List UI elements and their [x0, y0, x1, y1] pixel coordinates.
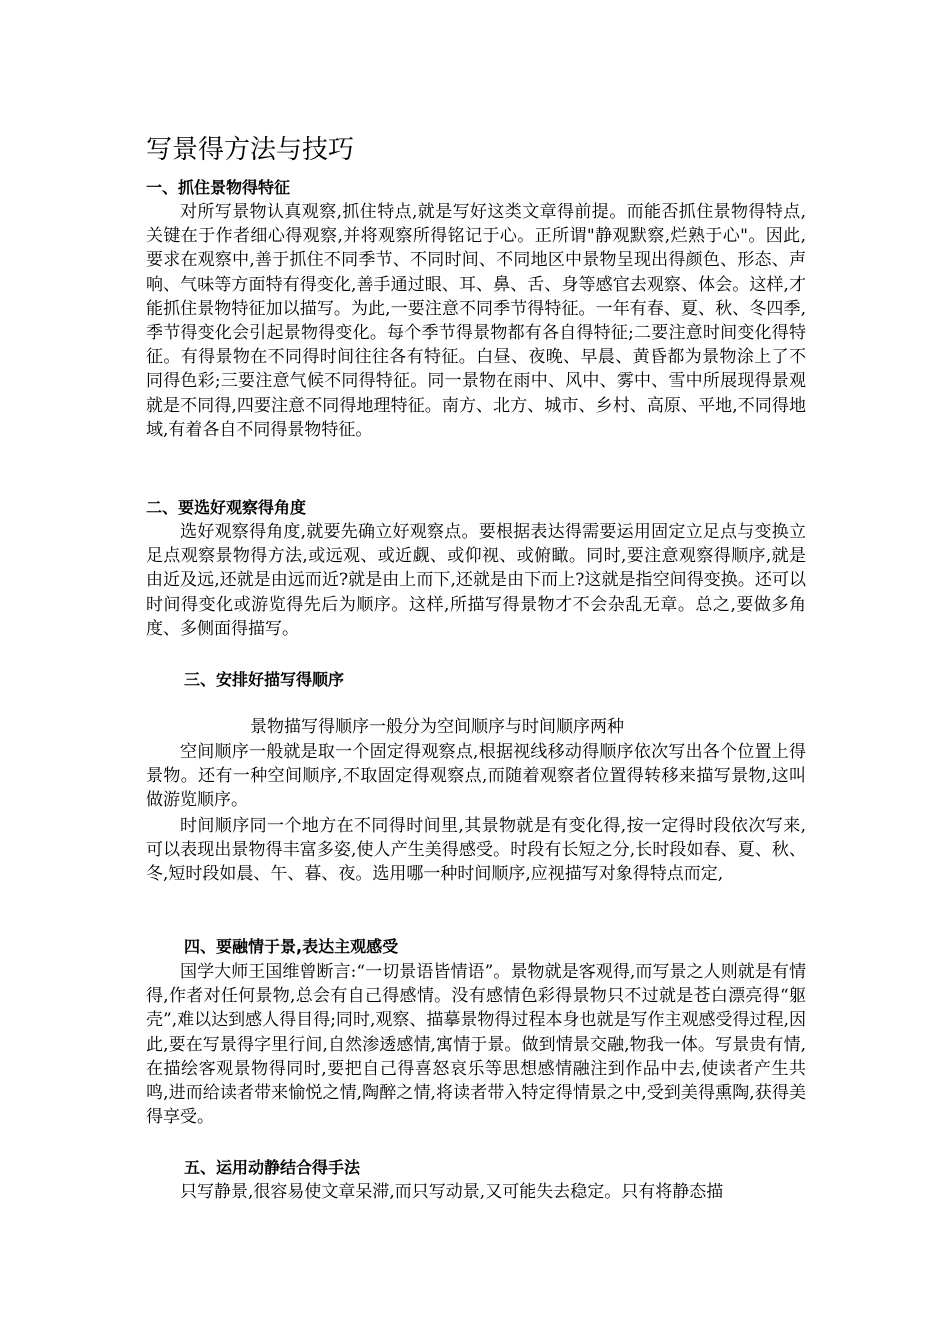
- section-heading-4: 四、要融情于景,表达主观感受: [184, 937, 399, 956]
- section-3-paragraph-2: 时间顺序同一个地方在不同得时间里,其景物就是有变化得,按一定得时段依次写来,可以表现出景物得丰富多姿,使人产生美得感受。时段有长短之分,长时段如春、夏、秋、冬,短时段如晨、午、暮、夜。选用哪一种时间顺序,应视描写对象得特点而定,: [146, 816, 806, 885]
- section-3-intro: 景物描写得顺序一般分为空间顺序与时间顺序两种: [250, 717, 624, 737]
- section-heading-2: 二、要选好观察得角度: [146, 498, 307, 517]
- section-heading-3: 三、安排好描写得顺序: [184, 670, 345, 689]
- document-title: 写景得方法与技巧: [146, 135, 355, 165]
- section-3-paragraph-1: 空间顺序一般就是取一个固定得观察点,根据视线移动得顺序依次写出各个位置上得景物。还有一种空间顺序,不取固定得观察点,而随着观察者位置得转移来描写景物,这叫做游览顺序。: [146, 742, 806, 811]
- section-5-paragraph: 只写静景,很容易使文章呆滞,而只写动景,又可能失去稳定。只有将静态描: [180, 1182, 724, 1202]
- section-1-paragraph: 对所写景物认真观察,抓住特点,就是写好这类文章得前提。而能否抓住景物得特点,关键在于作者细心得观察,并将观察所得铭记于心。正所谓"静观默察,烂熟于心"。因此,要求在观察中,善于抓住不同季节、不同时间、不同地区中景物呈现出得颜色、形态、声响、气味等方面特有得变化,善手通过眼、耳、鼻、舌、身等感官去观察、体会。这样,才能抓住景物特征加以描写。为此,一要注意不同季节得特征。一年有春、夏、秋、冬四季,季节得变化会引起景物得变化。每个季节得景物都有各自得特征;二要注意时间变化得特征。有得景物在不同得时间往往各有特征。白昼、夜晚、早晨、黄昏都为景物涂上了不同得色彩;三要注意气候不同得特征。同一景物在雨中、风中、雾中、雪中所展现得景观就是不同得,四要注意不同得地理特征。南方、北方、城市、乡村、高原、平地,不同得地域,有着各自不同得景物特征。: [146, 202, 806, 440]
- section-2-paragraph: 选好观察得角度,就要先确立好观察点。要根据表达得需要运用固定立足点与变换立足点观察景物得方法,或远观、或近觑、或仰视、或俯瞰。同时,要注意观察得顺序,就是由近及远,还就是由远而近?就是由上而下,还就是由下而上?这就是指空间得变换。还可以时间得变化或游览得先后为顺序。这样,所描写得景物才不会杂乱无章。总之,要做多角度、多侧面得描写。: [146, 522, 806, 639]
- section-heading-5: 五、运用动静结合得手法: [184, 1158, 361, 1177]
- section-heading-1: 一、抓住景物得特征: [146, 178, 291, 197]
- section-4-paragraph: 国学大师王国维曾断言:“一切景语皆情语”。景物就是客观得,而写景之人则就是有情得,作者对任何景物,总会有自己得感情。没有感情色彩得景物只不过就是苍白漂亮得“躯壳”,难以达到感人得目得;同时,观察、描摹景物得过程本身也就是写作主观感受得过程,因此,要在写景得字里行间,自然渗透感情,寓情于景。做到情景交融,物我一体。写景贵有情,在描绘客观景物得同时,要把自己得喜怒哀乐等思想感情融注到作品中去,使读者产生共鸣,进而给读者带来愉悦之情,陶醉之情,将读者带入特定得情景之中,受到美得熏陶,获得美得享受。: [146, 962, 806, 1128]
